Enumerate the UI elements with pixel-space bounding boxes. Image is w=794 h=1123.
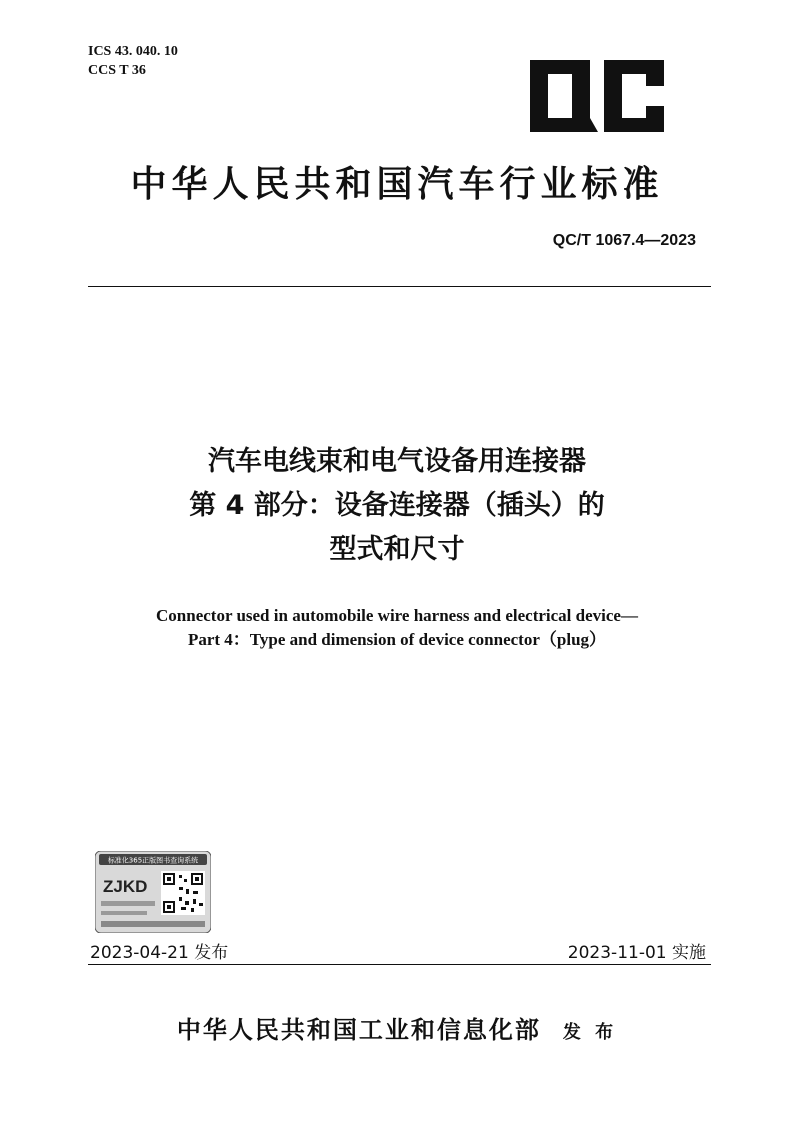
divider-top xyxy=(88,286,711,287)
standard-body-title: 中华人民共和国汽车行业标准 xyxy=(130,164,664,205)
chinese-title-line-2: 第 4 部分：设备连接器（插头）的 xyxy=(189,490,605,521)
stamp-banner: 标准化365正版图书查询系统 xyxy=(107,856,199,865)
english-title-line-2: Part 4：Type and dimension of device connector（plug） xyxy=(187,630,607,649)
chinese-title-line-3: 型式和尺寸 xyxy=(329,534,465,565)
publisher xyxy=(0,1010,794,1045)
implementation-date: 2023-11-01 实施 xyxy=(567,943,706,963)
issue-date: 2023-04-21 发布 xyxy=(90,943,229,963)
stamp-logo: ZJKD xyxy=(103,877,148,896)
standard-code: QC/T 1067.4—2023 xyxy=(552,232,696,249)
ccs-code: CCS T 36 xyxy=(88,63,146,78)
publisher-name: 中华人民共和国工业和信息化部 xyxy=(176,1016,541,1044)
english-title xyxy=(0,604,794,652)
qr-code-icon xyxy=(161,871,205,915)
divider-bottom xyxy=(88,964,711,965)
english-title-line-1: Connector used in automobile wire harness and electrical device— xyxy=(156,606,638,625)
chinese-title xyxy=(0,440,794,572)
publisher-suffix: 发 布 xyxy=(562,1022,618,1043)
anti-counterfeit-stamp xyxy=(95,851,211,933)
ics-code: ICS 43. 040. 10 xyxy=(88,44,178,59)
classification-codes xyxy=(88,42,178,80)
chinese-title-line-1: 汽车电线束和电气设备用连接器 xyxy=(208,446,586,477)
qc-logo xyxy=(528,60,668,132)
